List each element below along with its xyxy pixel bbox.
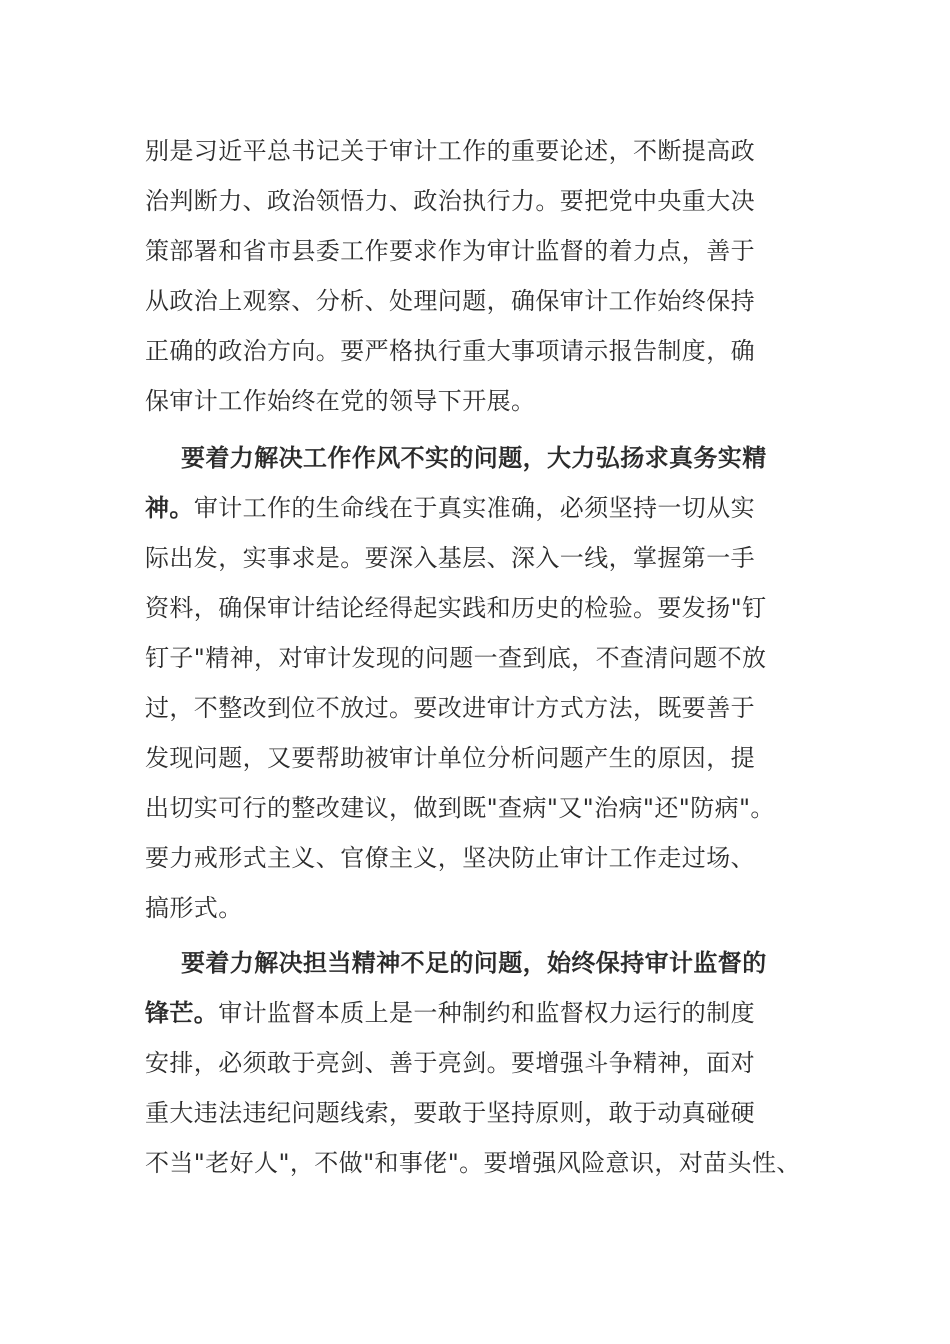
paragraph-line: 钉子"精神，对审计发现的问题一查到底，不查清问题不放 [145, 644, 767, 672]
paragraph-line [145, 988, 825, 1038]
paragraph-line: 别是习近平总书记关于审计工作的重要论述，不断提高政 [145, 137, 755, 165]
paragraph-line: 策部署和省市县委工作要求作为审计监督的着力点，善于 [145, 237, 755, 265]
paragraph-line: 过，不整改到位不放过。要改进审计方式方法，既要善于 [145, 694, 755, 722]
paragraph-line: 发现问题，又要帮助被审计单位分析问题产生的原因，提 [145, 744, 755, 772]
body-text: 审计监督本质上是一种制约和监督权力运行的制度 [218, 999, 756, 1027]
paragraph-line: 要力戒形式主义、官僚主义，坚决防止审计工作走过场、 [145, 844, 755, 872]
paragraph-heading-line [145, 433, 825, 483]
paragraph-responsibility [145, 938, 825, 1188]
paragraph-line: 重大违法违纪问题线索，要敢于坚持原则，敢于动真碰硬 [145, 1099, 755, 1127]
paragraph-line: 资料，确保审计结论经得起实践和历史的检验。要发扬"钉 [145, 594, 767, 622]
bold-heading-text: 锋芒。 [145, 999, 219, 1027]
paragraph-line [145, 483, 825, 533]
paragraph-heading-line [145, 938, 825, 988]
paragraph-line: 不当"老好人"，不做"和事佬"。要增强风险意识，对苗头性、 [145, 1149, 801, 1177]
paragraph-line: 治判断力、政治领悟力、政治执行力。要把党中央重大决 [145, 187, 755, 215]
paragraph-line: 出切实可行的整改建议，做到既"查病"又"治病"还"防病"。 [145, 794, 775, 822]
bold-heading-text: 要着力解决工作作风不实的问题，大力弘扬求真务实精 [181, 444, 767, 472]
paragraph-line: 际出发，实事求是。要深入基层、深入一线，掌握第一手 [145, 544, 755, 572]
paragraph-line: 搞形式。 [145, 894, 243, 922]
paragraph-line: 正确的政治方向。要严格执行重大事项请示报告制度，确 [145, 337, 755, 365]
paragraph-work-style [145, 433, 825, 933]
bold-heading-text: 要着力解决担当精神不足的问题，始终保持审计监督的 [181, 949, 767, 977]
paragraph-line: 保审计工作始终在党的领导下开展。 [145, 387, 536, 415]
body-text: 审计工作的生命线在于真实准确，必须坚持一切从实 [193, 494, 756, 522]
paragraph-line: 从政治上观察、分析、处理问题，确保审计工作始终保持 [145, 287, 755, 315]
paragraph-political-direction [145, 126, 825, 426]
paragraph-line: 安排，必须敢于亮剑、善于亮剑。要增强斗争精神，面对 [145, 1049, 755, 1077]
bold-heading-text: 神。 [145, 494, 194, 522]
